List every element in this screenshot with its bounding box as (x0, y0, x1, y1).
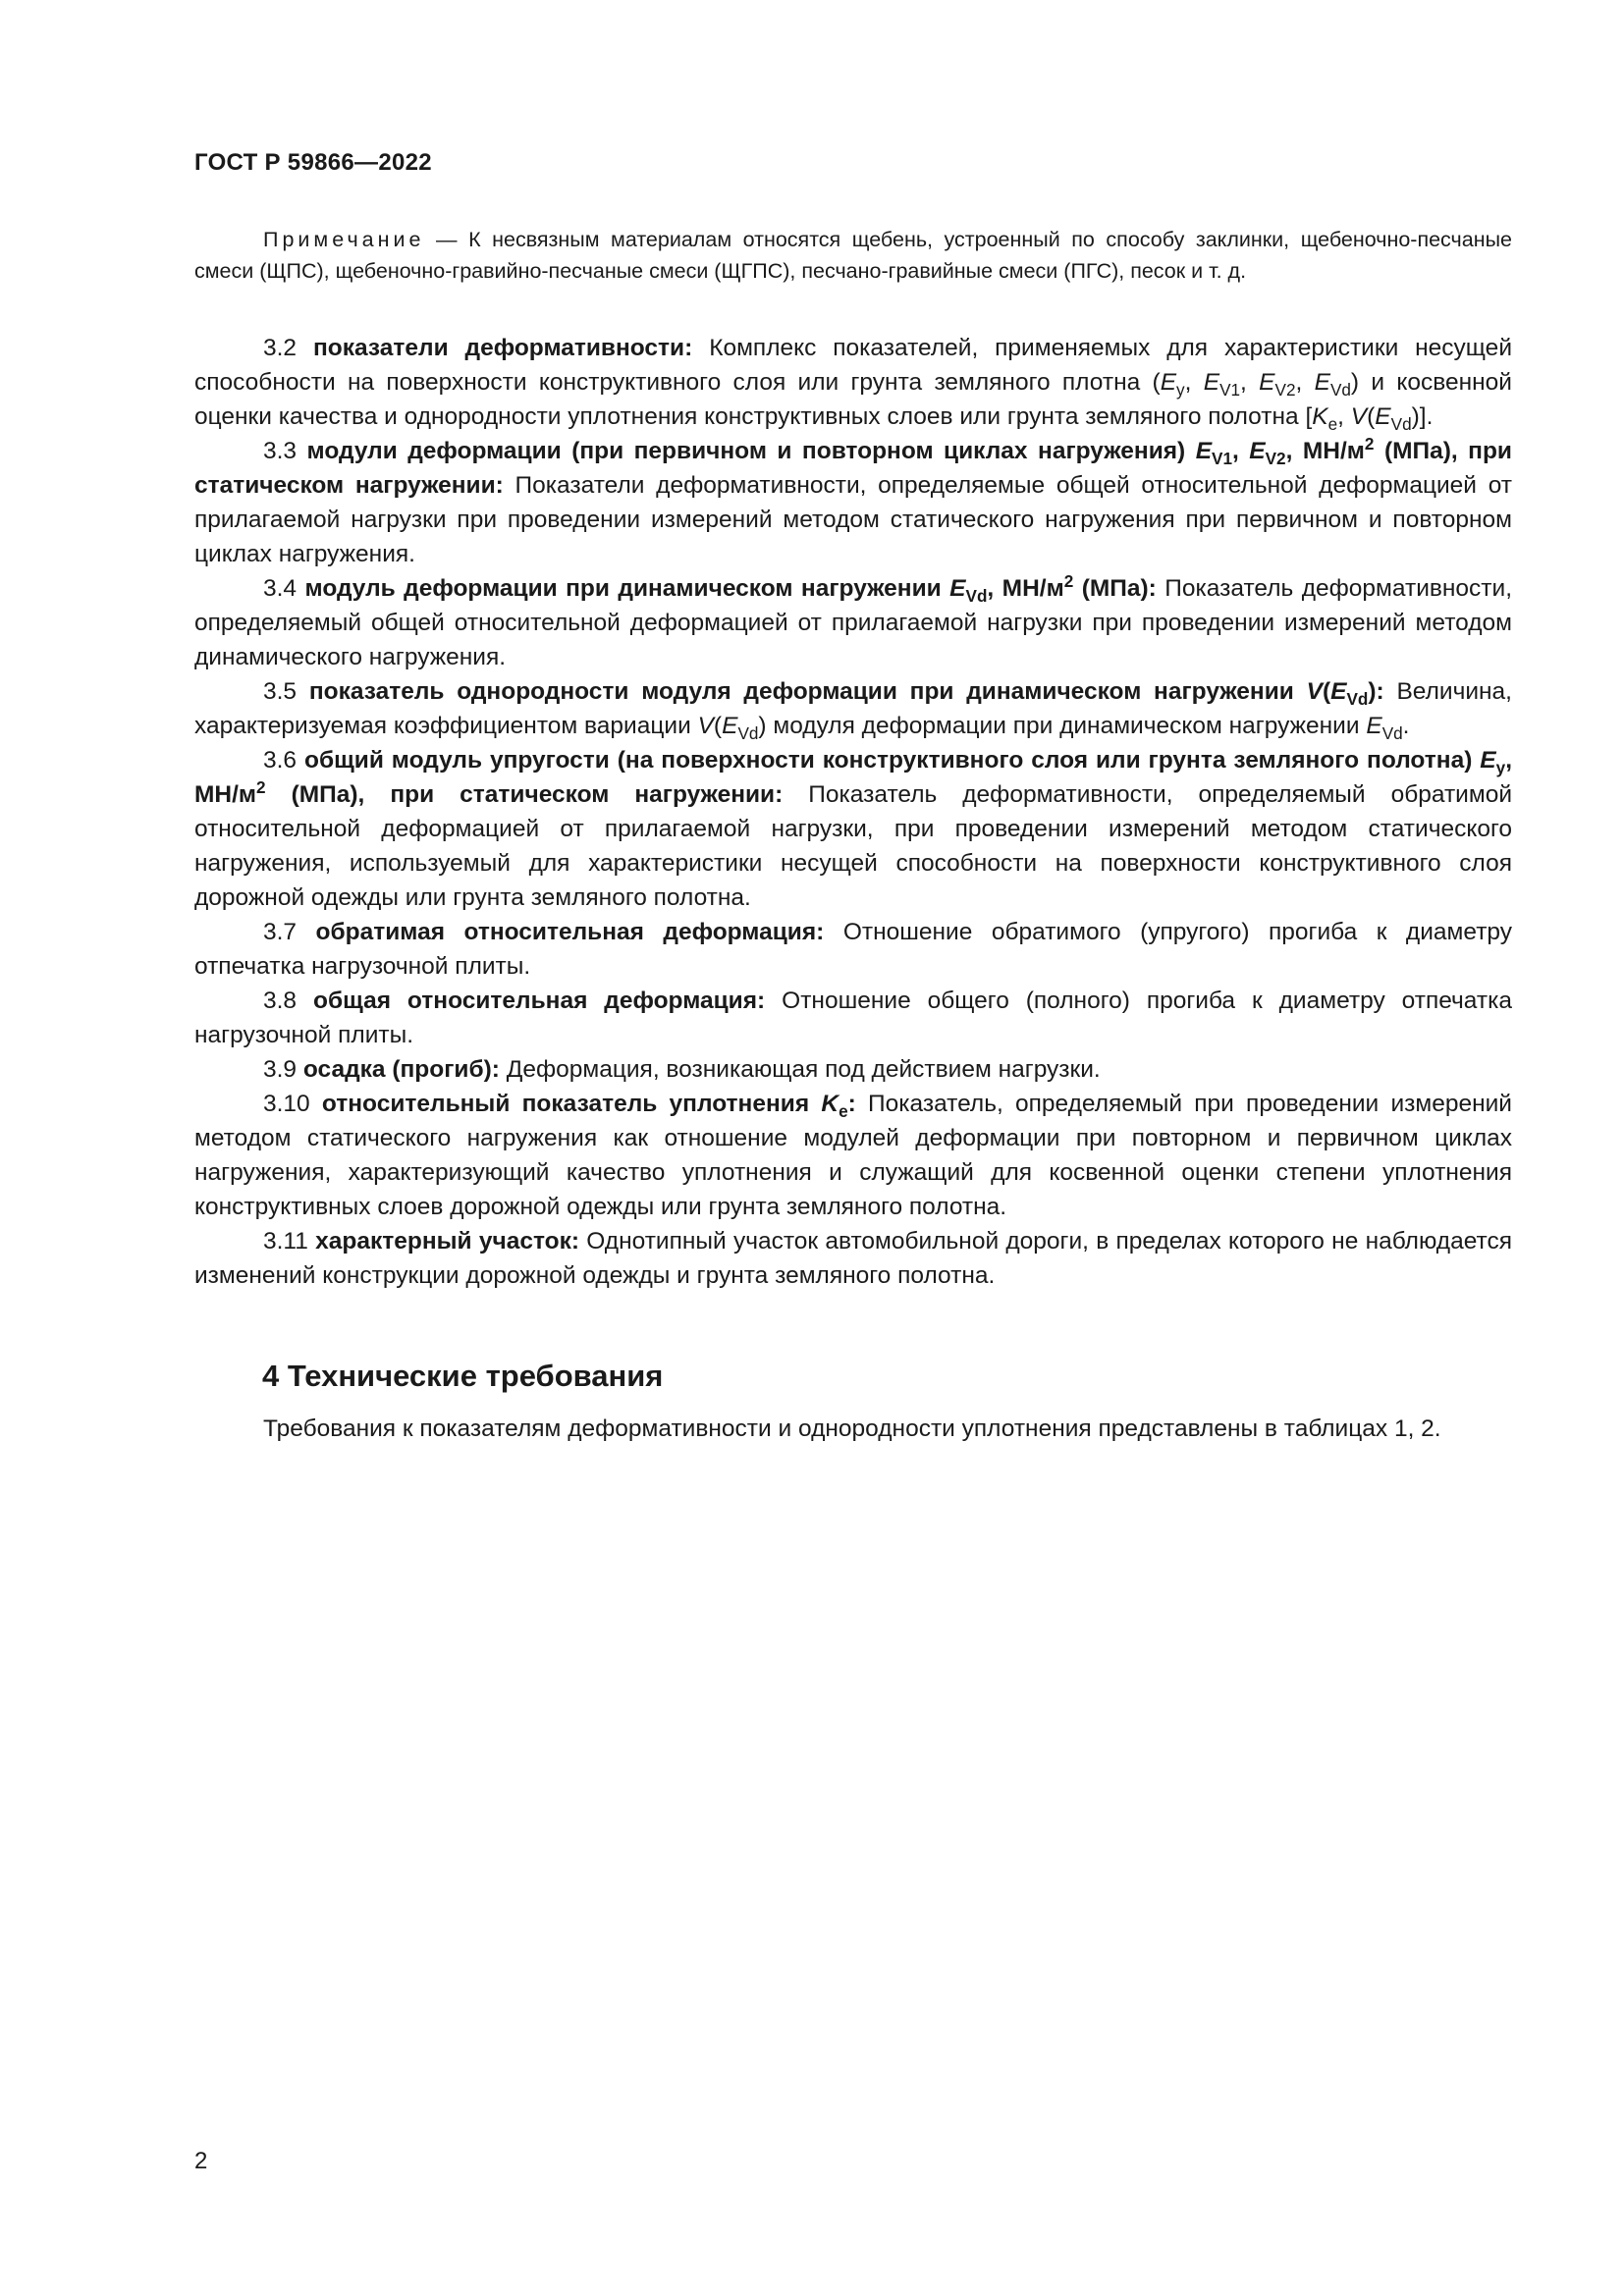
def-3-8-term: общая относительная деформация: (313, 988, 766, 1014)
def-3-10-term: относительный показатель уплотнения $K_e$: (321, 1091, 856, 1121)
symbol-e: E (1314, 369, 1330, 396)
subscript-vd: Vd (737, 723, 759, 743)
page-number: 2 (194, 2148, 208, 2174)
note-paragraph (194, 224, 1512, 287)
definition-3-4 (194, 571, 1512, 674)
def-3-2-text-b: ) и косвенной оценки качества и однородности уплотнения конструктивных слоев или грунта земляного полотна [ (194, 369, 1512, 430)
def-3-11-text: Однотипный участок автомобильной дороги, в пределах которого не наблюдается изменений конструкции дорожной одежды и грунта земляного полотна. (194, 1228, 1512, 1289)
symbol-e: E (1480, 747, 1496, 774)
subscript-vd: Vd (1381, 723, 1403, 743)
subscript-y: y (1495, 758, 1506, 777)
def-3-7-term: обратимая относительная деформация: (315, 919, 825, 945)
def-3-6-text: Показатель деформативности, определяемый обратимой относительной деформацией от прилагаемой нагрузки, при проведении измерений методом статического нагружения, используемый для характеристики несущей способности на поверхности конструктивного слоя дорожной одежды или грунта земляного полотна. (194, 781, 1513, 911)
definition-3-8 (194, 984, 1512, 1052)
def-3-3-text: Показатели деформативности, определяемые общей относительной деформацией от прилагаемой нагрузки при проведении измерений методом статического нагружения при первичном и повторном циклах нагружения. (194, 472, 1513, 567)
subscript-vd: Vd (1329, 380, 1351, 400)
def-3-2-text-a: Комплекс показателей, применяемых для характеристики несущей способности на поверхности конструктивного слоя или грунта земляного плотна ( (194, 335, 1512, 396)
def-3-2-term: показатели деформативности: (312, 335, 693, 361)
def-3-5-term-a: показатель однородности модуля деформации при динамическом нагружении (308, 678, 1294, 705)
def-3-8-number: 3.8 (263, 988, 298, 1014)
def-3-11-number: 3.11 (263, 1228, 308, 1255)
definition-3-9 (194, 1052, 1512, 1087)
subscript-vd: Vd (1390, 414, 1412, 434)
def-3-3-term-b: (МПа), при статическом нагружении: (194, 438, 1512, 499)
subscript-v1: V1 (1219, 380, 1241, 400)
definition-3-10 (194, 1087, 1512, 1224)
def-3-9-text: Деформация, возникающая под действием нагрузки. (506, 1056, 1101, 1083)
subscript-v1: V1 (1212, 449, 1232, 468)
def-3-5-text-a: Величина, характеризуемая коэффициентом вариации (194, 678, 1512, 739)
document-header: ГОСТ Р 59866—2022 (194, 149, 432, 176)
superscript-2: 2 (1364, 433, 1375, 454)
symbol-e: E (722, 713, 738, 739)
def-3-10-text: Показатель, определяемый при проведении измерений методом статического нагружения как отношение модулей деформации при повторном и первичном циклах нагружения, характеризующий качество уплотнения и служащий для косвенной оценки степени уплотнения конструктивных слоев дорожной одежды или грунта земляного полотна. (194, 1091, 1512, 1220)
subscript-v2: V2 (1265, 449, 1286, 468)
note-block (194, 224, 1512, 287)
def-3-11-term: характерный участок: (315, 1228, 580, 1255)
definitions-block (194, 331, 1512, 1293)
def-3-4-term-b: (МПа): (1081, 575, 1157, 602)
def-3-9-term: осадка (прогиб): (302, 1056, 500, 1083)
unit: МН/м (1001, 575, 1064, 602)
def-3-5-term: показатель однородности модуля деформации при динамическом нагружении $V(E_{Vd})$: (308, 678, 1384, 709)
definition-3-3 (194, 434, 1512, 571)
section-4-title: 4 Технические требования (262, 1359, 664, 1393)
def-3-2-text-c: )]. (1411, 403, 1434, 430)
definition-3-11 (194, 1224, 1512, 1293)
note-text: — К несвязным материалам относятся щебень, устроенный по способу заклинки, щебеночно-песчаные смеси (ЩПС), щебеночно-гравийно-песчаные смеси (ЩГПС), песчано-гравийные смеси (ПГС), песок и т. д. (194, 228, 1512, 283)
section-4-body (194, 1412, 1512, 1446)
def-3-8-text: Отношение общего (полного) прогиба к диаметру отпечатка нагрузочной плиты. (194, 988, 1512, 1048)
def-3-6-term: общий модуль упругости (на поверхности конструктивного слоя или грунта земляного полотна) $E_y$, $МН/м^2$ (МПа), при статическом нагружении: (194, 747, 1512, 808)
def-3-5-number: 3.5 (263, 678, 298, 705)
def-3-4-number: 3.4 (263, 575, 298, 602)
def-3-5-term-b: ): (1368, 678, 1384, 705)
def-3-4-term: модуль деформации при динамическом нагружении $E_{Vd}$, $МН/м^2$ (МПа): (304, 570, 1157, 606)
def-3-6-number: 3.6 (263, 747, 298, 774)
symbol-e: E (949, 575, 966, 602)
def-3-3-term-a: модули деформации (при первичном и повторном циклах нагружения) (306, 438, 1186, 464)
symbol-e: E (1160, 369, 1177, 396)
def-3-9-number: 3.9 (263, 1056, 298, 1083)
symbol-e: E (1259, 369, 1275, 396)
subscript-e: e (1327, 414, 1338, 434)
definition-3-5: 3.5 показатель однородности модуля деформации при динамическом нагружении $V(E_{Vd})$: Величина, характеризуемая коэффициентом вариации $V(E_{Vd})$ модуля деформации при динамическом нагружении $E_{Vd}$. (194, 678, 1512, 743)
def-3-3-number: 3.3 (263, 438, 298, 464)
definition-3-2: 3.2 показатели деформативности: Комплекс показателей, применяемых для характеристики несущей способности на поверхности конструктивного слоя или грунта земляного плотна ($E_y$, $E_{V1}$, $E_{V2}$, $E_{Vd}$) и косвенной оценки качества и однородности уплотнения конструктивных слоев или грунта земляного полотна [$K_e$, $V(E_{Vd})$]. (194, 335, 1512, 434)
def-3-7-number: 3.7 (263, 919, 298, 945)
symbol-e: E (1366, 713, 1382, 739)
def-3-6-term-b: (МПа), при статическом нагружении: (291, 781, 784, 808)
def-3-7-text: Отношение обратимого (упругого) прогиба к диаметру отпечатка нагрузочной плиты. (194, 919, 1513, 980)
def-3-5-text-b: ) модуля деформации при динамическом нагружении (758, 713, 1360, 739)
symbol-e: E (1195, 438, 1213, 464)
symbol-v: V (1306, 678, 1323, 705)
def-3-4-term-a: модуль деформации при динамическом нагружении (304, 575, 942, 602)
subscript-v2: V2 (1274, 380, 1296, 400)
symbol-e: E (1330, 678, 1347, 705)
symbol-v: V (1350, 403, 1368, 430)
subscript-vd: Vd (965, 586, 988, 606)
section-4-paragraph: Требования к показателям деформативности и однородности уплотнения представлены в таблицах 1, 2. (263, 1415, 1441, 1442)
definition-3-6 (194, 743, 1512, 915)
unit: МН/м (194, 781, 257, 808)
subscript-y: y (1176, 380, 1185, 400)
def-3-3-term: модули деформации (при первичном и повторном циклах нагружения) $E_{V1}$, $E_{V2}$, $МН/м^2$ (МПа), при статическом нагружении: (194, 433, 1512, 499)
def-3-4-text: Показатель деформативности, определяемый общей относительной деформацией от прилагаемой нагрузки при проведении измерений методом динамического нагружения. (194, 575, 1513, 670)
def-3-6-term-a: общий модуль упругости (на поверхности конструктивного слоя или грунта земляного полотна) (303, 747, 1473, 774)
symbol-k: K (821, 1091, 839, 1117)
unit: МН/м (1302, 438, 1365, 464)
superscript-2: 2 (1063, 570, 1074, 591)
symbol-v: V (697, 713, 714, 739)
subscript-e: e (839, 1101, 848, 1121)
symbol-e: E (1375, 403, 1391, 430)
def-3-10-term-text: относительный показатель уплотнения (321, 1091, 810, 1117)
subscript-vd: Vd (1346, 689, 1369, 709)
def-3-10-number: 3.10 (263, 1091, 310, 1117)
superscript-2: 2 (256, 776, 266, 797)
note-label: Примечание (263, 228, 425, 251)
definition-3-7 (194, 915, 1512, 984)
symbol-e: E (1203, 369, 1220, 396)
symbol-e: E (1249, 438, 1266, 464)
symbol-k: K (1312, 403, 1328, 430)
def-3-2-number: 3.2 (263, 335, 298, 361)
